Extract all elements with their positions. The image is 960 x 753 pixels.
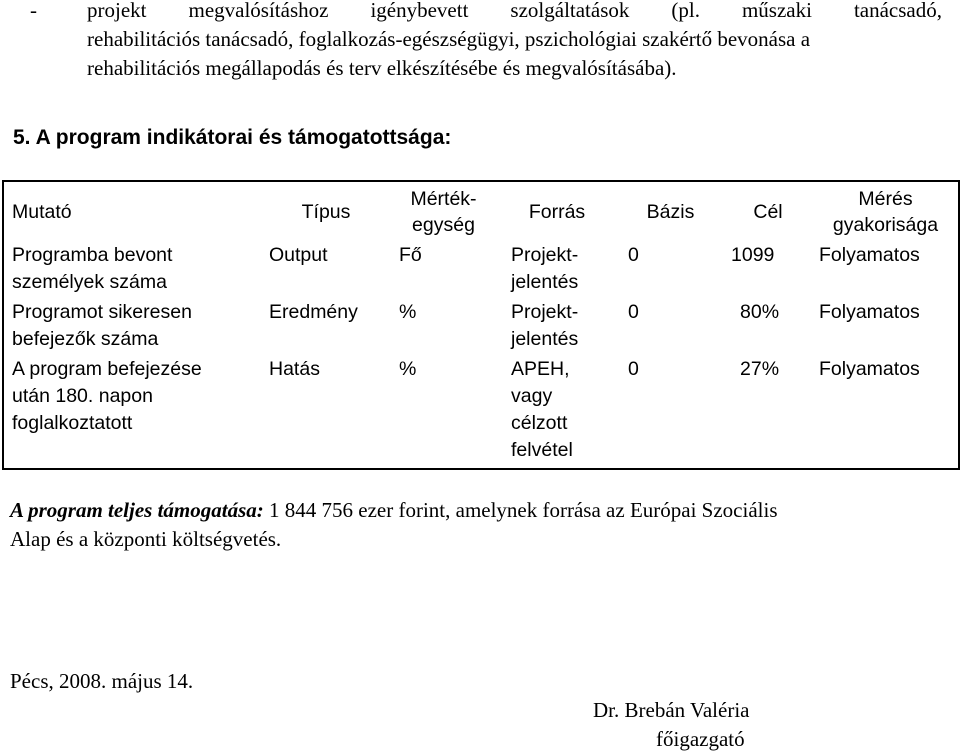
cell-meres: Folyamatos bbox=[813, 353, 959, 469]
table-row bbox=[3, 296, 959, 353]
cell-mutato bbox=[3, 353, 261, 469]
header-mertek-line-2: egység bbox=[412, 214, 475, 236]
cell-mertekegyseg: % bbox=[399, 358, 417, 380]
cell-meres: Folyamatos bbox=[813, 242, 959, 296]
header-meres-line-1: Mérés bbox=[858, 188, 913, 210]
cell-cel: 80% bbox=[740, 301, 780, 323]
table-header-row bbox=[3, 181, 959, 242]
cell-forras bbox=[496, 296, 618, 353]
bullet-dash: - bbox=[30, 0, 37, 22]
header-mertekegyseg bbox=[391, 181, 496, 242]
cell-mertekegyseg: Fő bbox=[399, 244, 422, 266]
cell-text: felvétel bbox=[511, 439, 573, 461]
cell-tipus: Hatás bbox=[269, 358, 320, 380]
cell-text: APEH, bbox=[511, 358, 570, 380]
cell-bazis: 0 bbox=[628, 244, 639, 266]
total-support-text: 1 844 756 ezer forint, amelynek forrása az Európai Szociális bbox=[263, 498, 778, 522]
cell-text: Projekt- bbox=[511, 301, 579, 323]
cell-bazis: 0 bbox=[628, 358, 639, 380]
header-tipus: Típus bbox=[301, 200, 351, 223]
cell-text: személyek száma bbox=[12, 271, 167, 293]
cell-text: foglalkoztatott bbox=[12, 412, 133, 434]
cell-text: jelentés bbox=[511, 271, 579, 293]
intro-line-1: projekt megvalósításhoz igénybevett szolgáltatások (pl. műszaki tanácsadó, bbox=[87, 0, 942, 22]
place-date: Pécs, 2008. május 14. bbox=[10, 669, 194, 693]
cell-text: Programba bevont bbox=[12, 244, 173, 266]
header-bazis: Bázis bbox=[646, 200, 695, 223]
indicator-table bbox=[2, 180, 960, 470]
cell-text: befejezők száma bbox=[12, 328, 159, 350]
signatory-title: főigazgató bbox=[656, 727, 745, 751]
cell-cel: 27% bbox=[740, 358, 780, 380]
header-meres-line-2: gyakorisága bbox=[832, 214, 939, 236]
cell-forras bbox=[496, 353, 618, 469]
section-heading: 5. A program indikátorai és támogatottsága: bbox=[13, 126, 452, 149]
total-support-label: A program teljes támogatása: bbox=[10, 498, 264, 522]
cell-forras bbox=[496, 242, 618, 296]
intro-line-2: rehabilitációs tanácsadó, foglalkozás-egészségügyi, pszichológiai szakértő bevonása a bbox=[87, 27, 811, 51]
cell-mutato bbox=[3, 296, 261, 353]
cell-tipus: Output bbox=[269, 244, 328, 266]
header-forras: Forrás bbox=[528, 200, 586, 223]
signatory-name: Dr. Brebán Valéria bbox=[593, 698, 750, 722]
cell-mertekegyseg: % bbox=[399, 301, 417, 323]
cell-mutato bbox=[3, 242, 261, 296]
intro-line-3: rehabilitációs megállapodás és terv elkészítésébe és megvalósításába). bbox=[87, 56, 677, 80]
cell-meres: Folyamatos bbox=[813, 296, 959, 353]
header-mutato: Mutató bbox=[3, 181, 261, 242]
table-row bbox=[3, 242, 959, 296]
header-meres bbox=[813, 181, 959, 242]
cell-text: Programot sikeresen bbox=[12, 301, 192, 323]
cell-text: után 180. napon bbox=[12, 385, 153, 407]
total-support-line-1 bbox=[10, 497, 778, 524]
cell-text: Projekt- bbox=[511, 244, 579, 266]
table-row bbox=[3, 353, 959, 469]
header-cel: Cél bbox=[753, 200, 783, 223]
cell-tipus: Eredmény bbox=[269, 301, 358, 323]
cell-text: jelentés bbox=[511, 328, 579, 350]
cell-text: célzott bbox=[511, 412, 568, 434]
header-mertek-line-1: Mérték- bbox=[410, 188, 477, 210]
cell-cel: 1099 bbox=[731, 244, 775, 266]
total-support-line-2: Alap és a központi költségvetés. bbox=[10, 527, 282, 551]
cell-text: A program befejezése bbox=[12, 358, 202, 380]
cell-text: vagy bbox=[511, 385, 553, 407]
cell-bazis: 0 bbox=[628, 301, 639, 323]
